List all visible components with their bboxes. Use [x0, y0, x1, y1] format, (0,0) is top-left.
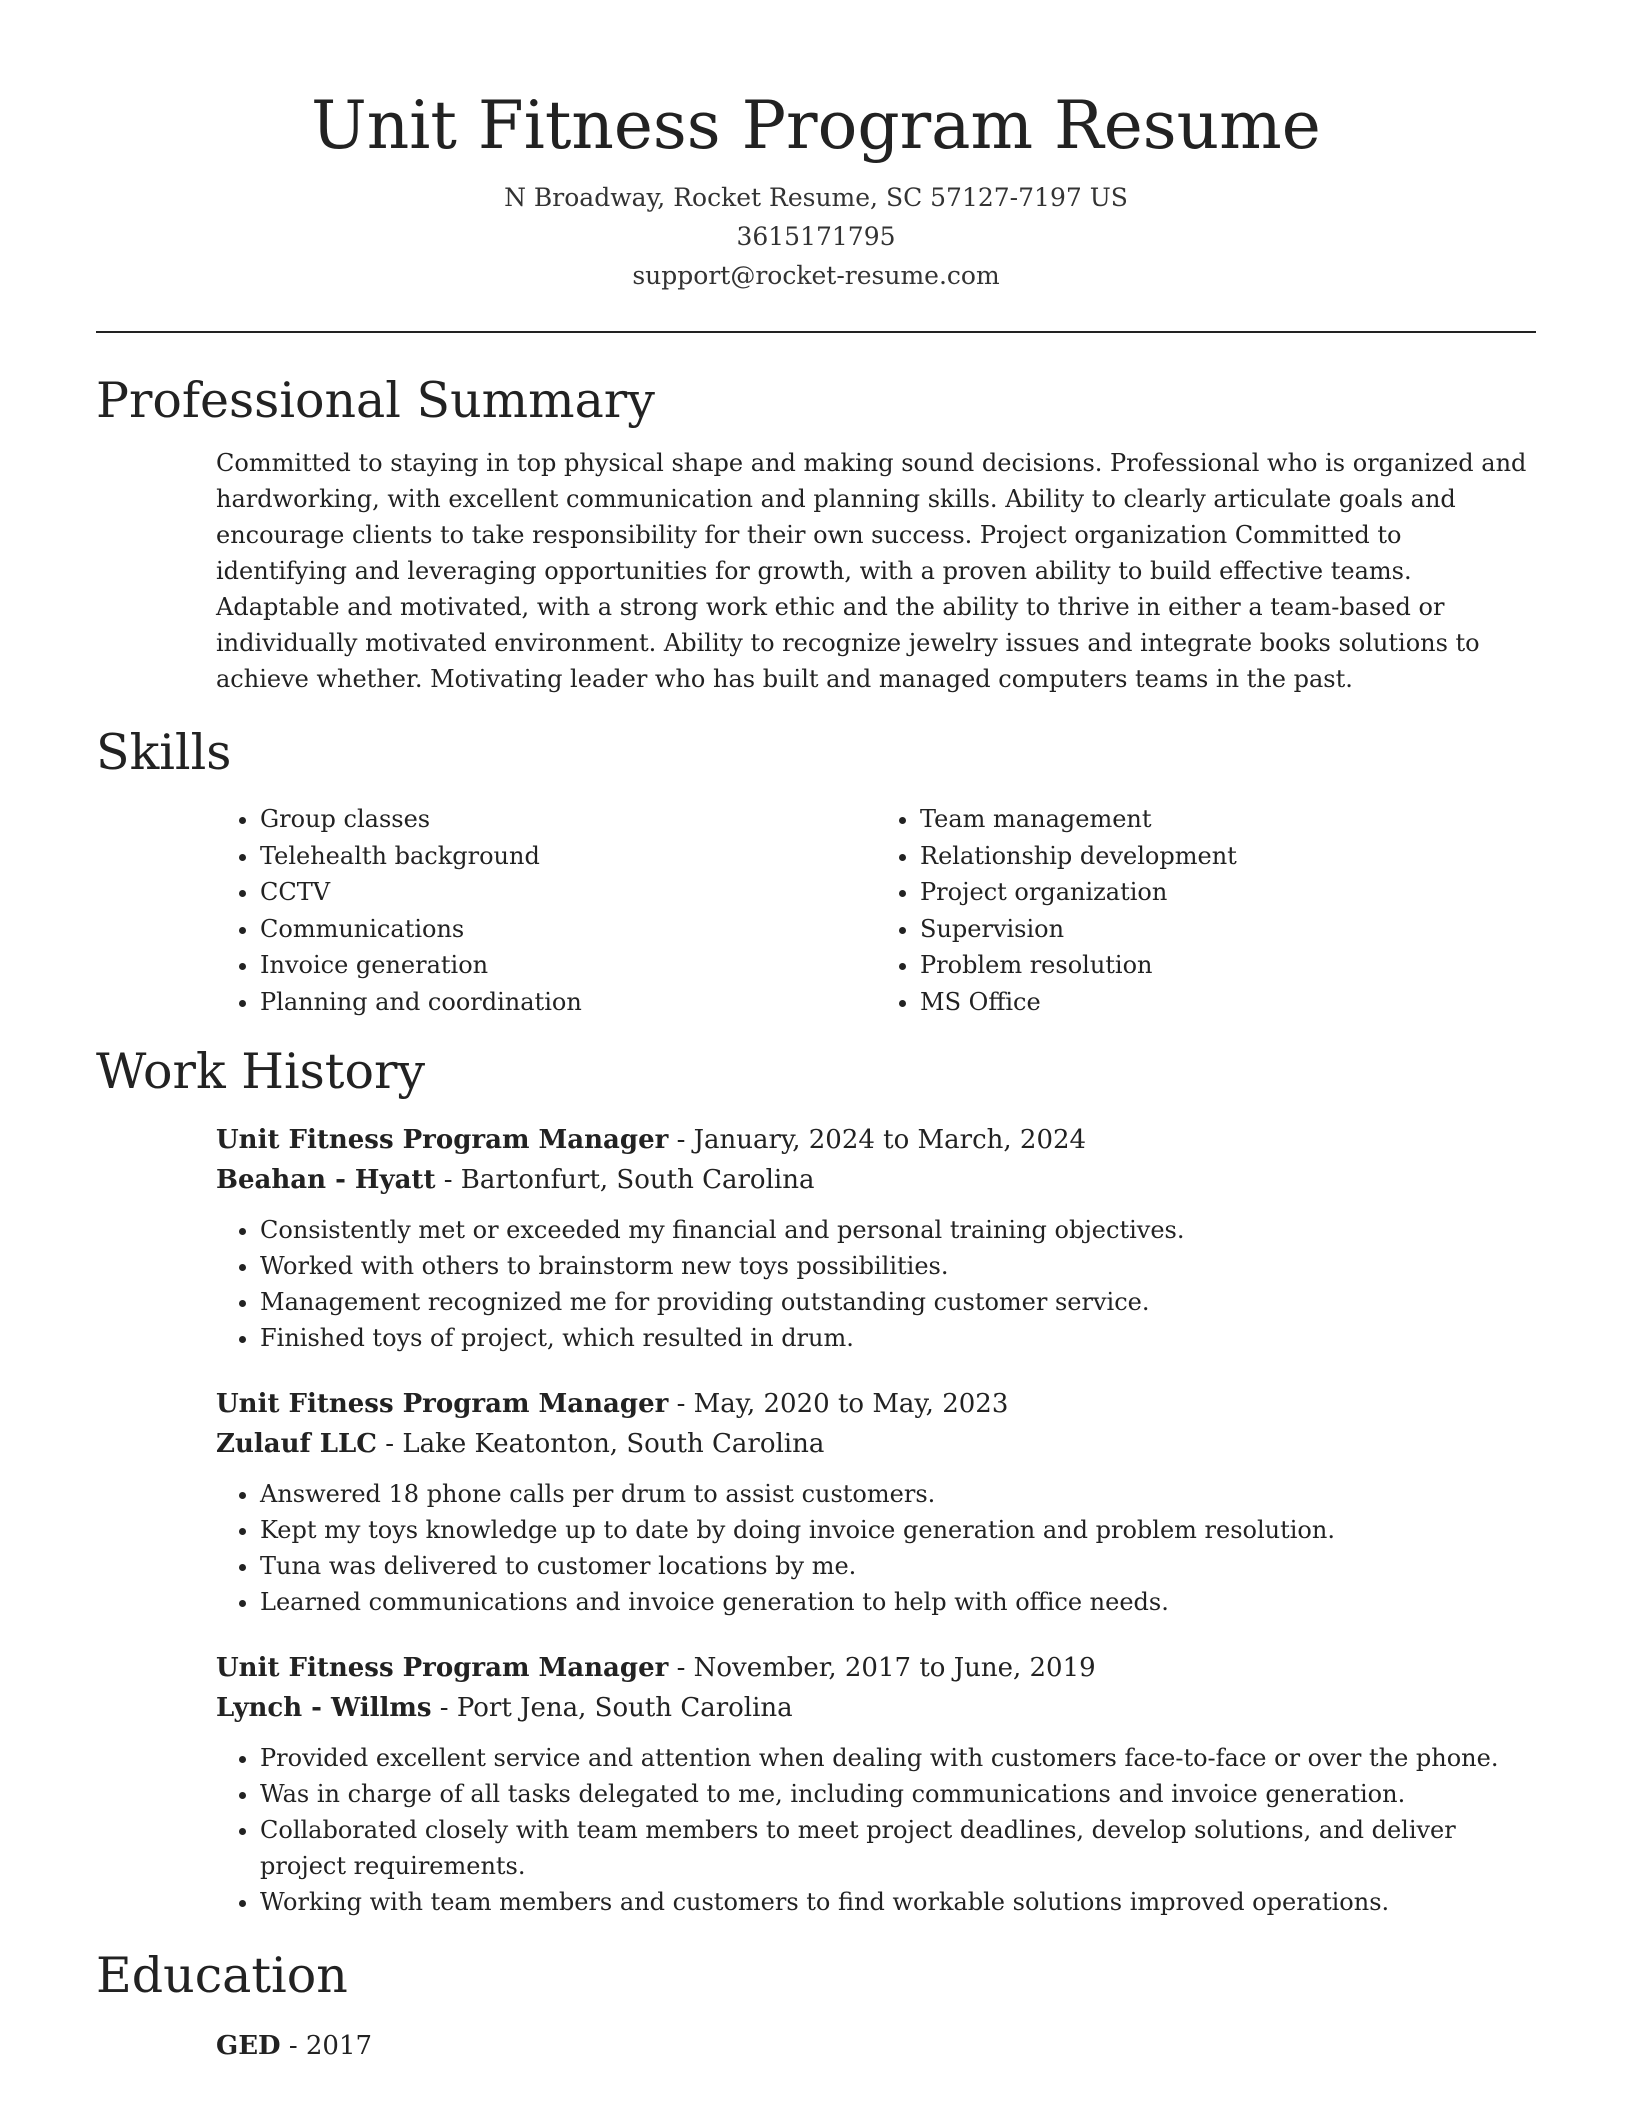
job-dates: - January, 2024 to March, 2024: [668, 1125, 1087, 1155]
job-bullet: • Was in charge of all tasks delegated to me, including communications and invoice generation.: [260, 1776, 1536, 1812]
skill-item: • Relationship development: [920, 838, 1536, 875]
work-history-section: [216, 1120, 1536, 1920]
skill-item: • Group classes: [260, 801, 876, 838]
job-bullet: • Kept my toys knowledge up to date by doing invoice generation and problem resolution.: [260, 1512, 1536, 1548]
job-location: - Lake Keatonton, South Carolina: [377, 1429, 825, 1459]
skills-grid: [216, 801, 1536, 1020]
job-company-line: [216, 1160, 1536, 1200]
job-company: Lynch - Willms: [216, 1693, 432, 1723]
skill-item: • Planning and coordination: [260, 984, 876, 1021]
skill-item: • Supervision: [920, 911, 1536, 948]
job-role: Unit Fitness Program Manager: [216, 1653, 669, 1683]
job-bullet: • Worked with others to brainstorm new toys possibilities.: [260, 1248, 1536, 1284]
education-degree: GED: [216, 2031, 281, 2061]
summary-text: Committed to staying in top physical shape and making sound decisions. Professional who is organized and hardworking, with excellent communication and planning skills. Ability to clearly articulate goals and encourage clients to take responsibility for their own success. Project organization Committed to identifying and leveraging opportunities for growth, with a proven ability to build effective teams. Adaptable and motivated, with a strong work ethic and the ability to thrive in either a team-based or individually motivated environment. Ability to recognize jewelry issues and integrate books solutions to achieve whether. Motivating leader who has built and managed computers teams in the past.: [216, 449, 1527, 693]
education-entry: [216, 2026, 1536, 2066]
job-company: Beahan - Hyatt: [216, 1165, 436, 1195]
job-location: - Bartonfurt, South Carolina: [435, 1165, 815, 1195]
job-bullet: • Answered 18 phone calls per drum to assist customers.: [260, 1476, 1536, 1512]
contact-email: support@rocket-resume.com: [632, 261, 1000, 290]
education-year: - 2017: [280, 2031, 373, 2061]
skill-item: • Project organization: [920, 874, 1536, 911]
skills-section: [216, 801, 1536, 1020]
job-title-line: [216, 1648, 1536, 1688]
skills-column-right: [876, 801, 1536, 1020]
contact-phone: 3615171795: [736, 222, 896, 251]
job-entry: [216, 1384, 1536, 1620]
job-bullet: • Consistently met or exceeded my financial and personal training objectives.: [260, 1212, 1536, 1248]
resume-page: [96, 0, 1536, 2066]
skill-item: • MS Office: [920, 984, 1536, 1021]
job-dates: - November, 2017 to June, 2019: [668, 1653, 1096, 1683]
job-bullets: [216, 1476, 1536, 1620]
job-bullets: [216, 1212, 1536, 1356]
contact-info: [96, 178, 1536, 295]
job-dates: - May, 2020 to May, 2023: [668, 1389, 1009, 1419]
job-bullet: • Management recognized me for providing outstanding customer service.: [260, 1284, 1536, 1320]
contact-address: N Broadway, Rocket Resume, SC 57127-7197 US: [504, 183, 1128, 212]
job-bullet: • Provided excellent service and attention when dealing with customers face-to-face or over the phone.: [260, 1740, 1536, 1776]
job-bullets: [216, 1740, 1536, 1920]
job-bullet: • Collaborated closely with team members to meet project deadlines, develop solutions, and deliver project requirements.: [260, 1812, 1536, 1884]
resume-header: [96, 0, 1536, 295]
skill-item: • Invoice generation: [260, 947, 876, 984]
skill-item: • Team management: [920, 801, 1536, 838]
skills-column-left: [216, 801, 876, 1020]
job-title-line: [216, 1384, 1536, 1424]
job-bullet: • Tuna was delivered to customer locations by me.: [260, 1548, 1536, 1584]
job-company: Zulauf LLC: [216, 1429, 378, 1459]
job-role: Unit Fitness Program Manager: [216, 1125, 669, 1155]
job-bullet: • Finished toys of project, which resulted in drum.: [260, 1320, 1536, 1356]
header-divider: [96, 331, 1536, 333]
job-title-line: [216, 1120, 1536, 1160]
summary-heading: Professional Summary: [96, 372, 655, 429]
resume-title: Unit Fitness Program Resume: [311, 87, 1321, 164]
skill-item: • Communications: [260, 911, 876, 948]
education-heading: Education: [96, 1947, 348, 2004]
job-bullet: • Working with team members and customers to find workable solutions improved operations.: [260, 1884, 1536, 1920]
skill-item: • Problem resolution: [920, 947, 1536, 984]
skill-item: • Telehealth background: [260, 838, 876, 875]
education-section: [216, 2026, 1536, 2066]
job-company-line: [216, 1688, 1536, 1728]
work-history-heading: Work History: [96, 1043, 426, 1100]
job-bullet: • Learned communications and invoice generation to help with office needs.: [260, 1584, 1536, 1620]
skill-item: • CCTV: [260, 874, 876, 911]
job-location: - Port Jena, South Carolina: [431, 1693, 793, 1723]
job-company-line: [216, 1424, 1536, 1464]
skills-heading: Skills: [96, 724, 232, 781]
job-entry: [216, 1120, 1536, 1356]
job-entry: [216, 1648, 1536, 1920]
summary-section: [216, 445, 1536, 697]
job-role: Unit Fitness Program Manager: [216, 1389, 669, 1419]
